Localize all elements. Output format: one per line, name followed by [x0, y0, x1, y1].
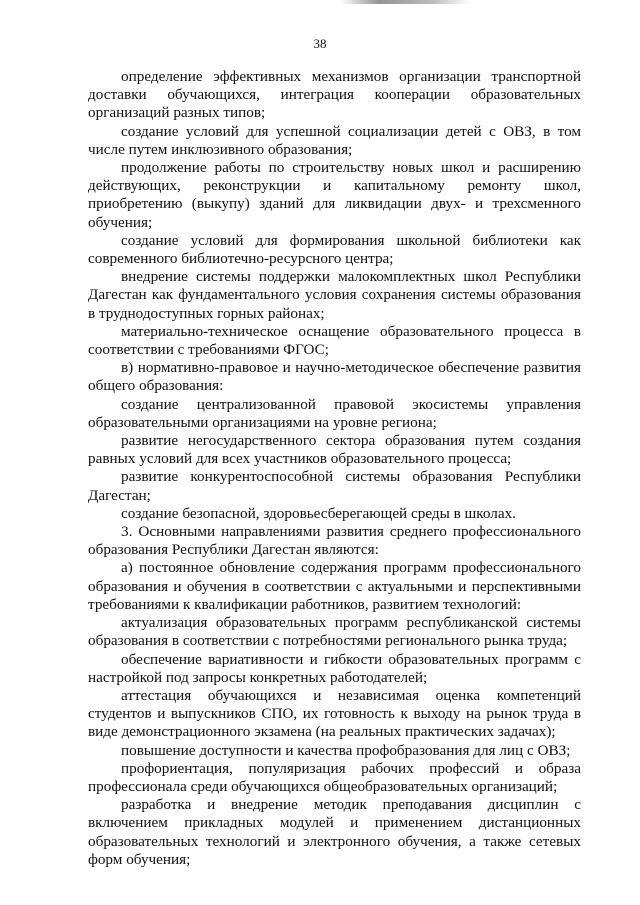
scan-edge-mark: [340, 0, 470, 4]
paragraph: 3. Основными направлениями развития среднего профессионального образования Республики Дагестан являются:: [88, 523, 581, 559]
paragraph: создание безопасной, здоровьесберегающей среды в школах.: [121, 504, 516, 522]
document-body: [88, 68, 581, 869]
paragraph: материально-техническое оснащение образовательного процесса в соответствии с требованиями ФГОС;: [88, 322, 581, 359]
paragraph: создание условий для успешной социализации детей с ОВЗ, в том числе путем инклюзивного образования;: [88, 122, 581, 158]
paragraph: обеспечение вариативности и гибкости образовательных программ с настройкой под запросы конкретных работодателей;: [88, 650, 581, 686]
paragraph: разработка и внедрение методик преподавания дисциплин с включением прикладных модулей и применением дистанционных образовательных технологий и электронного обучения, а также сетевых форм обучения;: [88, 796, 581, 868]
paragraph: внедрение системы поддержки малокомплектных школ Республики Дагестан как фундаментального условия сохранения системы образования в труднодоступных горных районах;: [88, 268, 581, 322]
paragraph: определение эффективных механизмов организации транспортной доставки обучающихся, интеграция кооперации образовательных организаций разных типов;: [88, 68, 581, 122]
paragraph: актуализация образовательных программ республиканской системы образования в соответствии с потребностями регионального рынка труда;: [88, 614, 581, 650]
page-number: 38: [313, 36, 327, 51]
paragraph: профориентация, популяризация рабочих профессий и образа профессионала среди обучающихся общеобразовательных организаций;: [88, 759, 581, 795]
paragraph: развитие негосударственного сектора образования путем создания равных условий для всех участников образовательного процесса;: [88, 432, 581, 468]
paragraph: продолжение работы по строительству новых школ и расширению действующих, реконструкции и капитальному ремонту школ, приобретению (выкупу) зданий для ликвидации двух- и трехсменного обучения;: [88, 159, 581, 231]
paragraph: развитие конкурентоспособной системы образования Республики Дагестан;: [88, 468, 581, 504]
paragraph: а) постоянное обновление содержания программ профессионального образования и обучения в соответствии с актуальными и перспективными требованиями к квалификации работников, развитием технологий:: [88, 559, 581, 613]
paragraph: повышение доступности и качества профобразования для лиц с ОВЗ;: [121, 741, 571, 759]
paragraph: аттестация обучающихся и независимая оценка компетенций студентов и выпускников СПО, их готовность к выходу на рынок труда в виде демонстрационного экзамена (на реальных практических задачах);: [88, 686, 581, 741]
paragraph: создание централизованной правовой экосистемы управления образовательными организациями на уровне региона;: [88, 395, 581, 431]
paragraph: создание условий для формирования школьной библиотеки как современного библиотечно-ресурсного центра;: [88, 231, 581, 268]
paragraph: в) нормативно-правовое и научно-методическое обеспечение развития общего образования:: [88, 359, 581, 395]
